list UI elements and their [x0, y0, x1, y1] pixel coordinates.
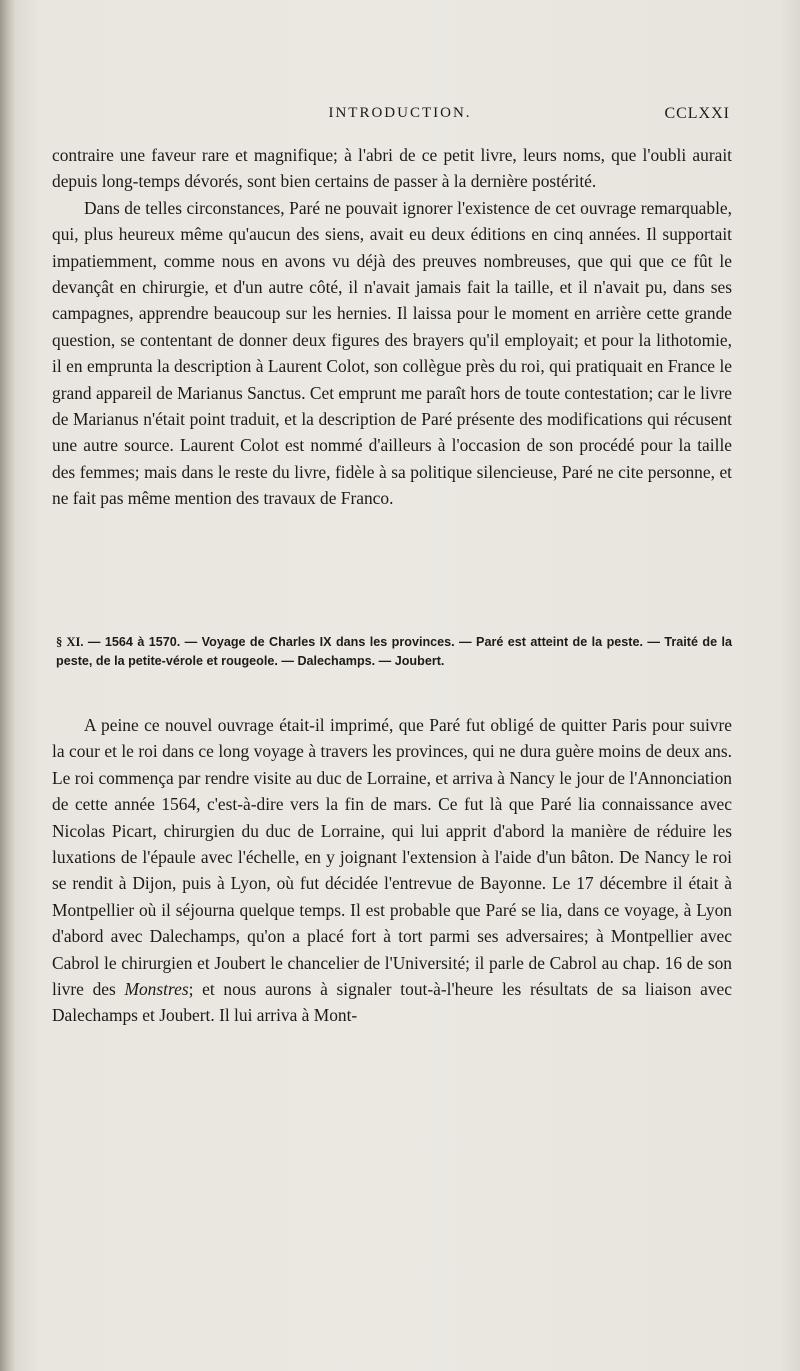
running-title: INTRODUCTION.	[328, 105, 472, 121]
book-gutter-shadow	[0, 0, 14, 1371]
section-heading	[56, 633, 732, 671]
paragraph-voyage-part-2: ; et nous aurons à signaler tout-à-l'heure les résultats de sa liaison avec Dalechamps et Joubert. Il lui arriva à Mont-	[52, 979, 732, 1026]
paragraph-pare-context: Dans de telles circonstances, Paré ne pouvait ignorer l'existence de cet ouvrage remarquable, qui, plus heureux même qu'aucun des siens, avait eu deux éditions en cinq années. Il supportait impatiemment, comme nous en avons vu déjà des preuves nombreuses, que qui que ce fût le devançât en chirurgie, et d'un autre côté, il n'avait jamais fait la taille, et il n'avait pu, dans ses campagnes, apprendre beaucoup sur les hernies. Il laissa pour le moment en arrière cette grande question, se contentant de donner deux figures des brayers qu'il employait; et pour la lithotomie, il en emprunta la description à Laurent Colot, son collègue près du roi, qui pratiquait en France le grand appareil de Marianus Sanctus. Cet emprunt me paraît hors de toute contestation; car le livre de Marianus n'était point traduit, et la description de Paré présente des modifications qui récusent une autre source. Laurent Colot est nommé d'ailleurs à l'occasion de son procédé pour la taille des femmes; mais dans le reste du livre, fidèle à sa politique silencieuse, Paré ne cite personne, et ne fait pas même mention des travaux de Franco.	[52, 197, 732, 509]
text-block-top	[52, 142, 732, 512]
paragraph-voyage-part-1: A peine ce nouvel ouvrage était-il imprimé, que Paré fut obligé de quitter Paris pour suivre la cour et le roi dans ce long voyage à travers les provinces, qui ne dura guère moins de deux ans. Le roi commença par rendre visite au duc de Lorraine, et arriva à Nancy le jour de l'Annonciation de cette année 1564, c'est-à-dire vers la fin de mars. Ce fut là que Paré lia connaissance avec Nicolas Picart, chirurgien du duc de Lorraine, qui lui apprit d'abord la manière de réduire les luxations de l'épaule avec l'échelle, en y joignant l'extension à l'aide d'un bâton. De Nancy le roi se rendit à Dijon, puis à Lyon, où fut décidée l'entrevue de Bayonne. Le 17 décembre il était à Montpellier où il séjourna quelque temps. Il est probable que Paré se lia, dans ce voyage, à Lyon d'abord avec Dalechamps, qu'on a placé fort à tort parmi ses adversaires; à Montpellier avec Cabrol le chirurgien et Joubert le chancelier de l'Université; il parle de Cabrol au chap. 16 de son livre des	[52, 715, 732, 1000]
running-head	[70, 105, 730, 131]
section-summary: — 1564 à 1570. — Voyage de Charles IX dans les provinces. — Paré est atteint de la peste. — Traité de la peste, de la petite-vérole et rougeole. — Dalechamps. — Joubert.	[56, 635, 732, 668]
text-block-bottom	[52, 712, 732, 1029]
paragraph-voyage	[52, 712, 732, 1029]
section-number: § XI.	[56, 635, 84, 649]
paragraph-continuation: contraire une faveur rare et magnifique; à l'abri de ce petit livre, leurs noms, que l'oubli aurait depuis long-temps dévorés, sont bien certains de passer à la dernière postérité.	[52, 145, 732, 192]
page-number: CCLXXI	[664, 105, 730, 122]
book-title-monstres: Monstres	[124, 979, 189, 1000]
